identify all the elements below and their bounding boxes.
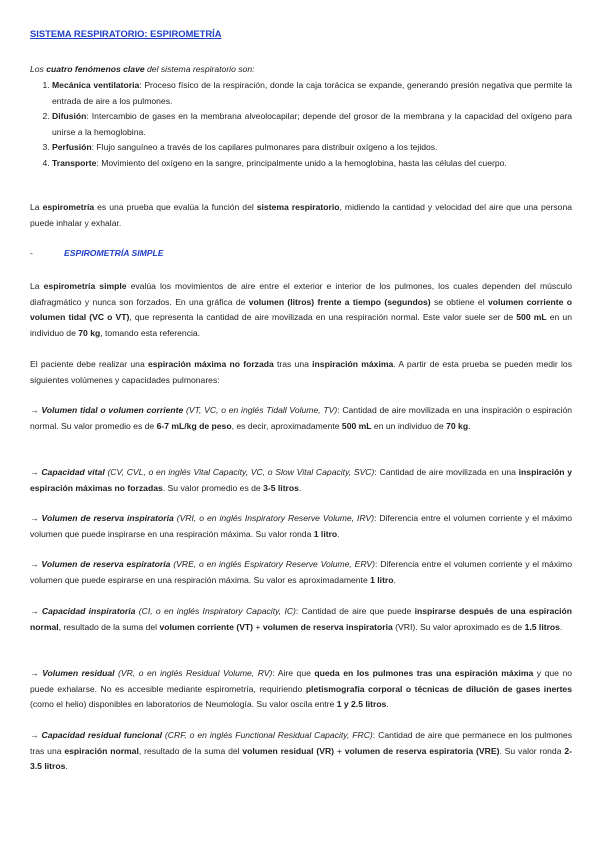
bold-text: 1.5 litros [524, 621, 560, 632]
definition-paragraph [30, 200, 572, 231]
text: + [334, 745, 345, 756]
bold-text: 500 mL [341, 420, 372, 431]
text: : Cantidad de aire que permanece en los pulmones tras una [30, 730, 573, 756]
bold-text: 3-5 litros [263, 482, 299, 493]
text: . [393, 574, 396, 585]
bold-text: espiración normal [64, 745, 139, 756]
text: . [65, 761, 68, 771]
vri-entry [30, 511, 572, 542]
text: , que representa la cantidad de aire movilizada en una respiración normal. Este valor suele ser de [129, 312, 517, 322]
text: . [337, 528, 340, 539]
text: . [559, 621, 563, 632]
bold-text: 1 y 2.5 litros [336, 699, 387, 709]
bold-text: volumen de reserva espiratoria (VRE) [344, 745, 500, 756]
entry-term: Volumen de reserva espiratoria [41, 559, 171, 569]
entry-abbr: (CRF, o en inglés Functional Residual Capacity, FRC) [162, 730, 373, 740]
item-text: : Flujo sanguíneo a través de los capilares pulmonares para distribuir oxígeno a los tejidos. [91, 142, 438, 152]
bold-text: espirometría [42, 202, 95, 212]
list-item [52, 140, 572, 156]
bold-text: inspiración y espiración máximas no forzadas [30, 467, 573, 493]
phenomena-list [30, 78, 572, 171]
text: , resultado de la suma del [138, 745, 243, 756]
bold-text: volumen (litros) frente a tiempo (segundos) [248, 296, 431, 307]
arrow-icon: → [30, 668, 43, 678]
intro-bold: cuatro fenómenos clave [46, 64, 145, 74]
section-title: ESPIROMETRÍA SIMPLE [64, 248, 164, 258]
bold-text: 500 mL [516, 312, 547, 322]
text: : Diferencia entre el volumen corriente y el máximo volumen que puede espirarse en una respiración máxima. Su valor es aproximadamente [30, 559, 572, 585]
item-text: : Proceso físico de la respiración, donde la caja torácica se expande, generando presión negativa que permite la entrada de aire a los pulmones. [52, 80, 572, 106]
text: : Aire que [272, 668, 315, 678]
text: , tomando esta referencia. [100, 327, 201, 338]
text: es una prueba que evalúa la función del [94, 202, 257, 212]
bold-text: 2-3.5 litros [30, 745, 572, 771]
arrow-icon: → [30, 405, 42, 415]
text: en un individuo de [371, 420, 447, 431]
section-heading [30, 248, 163, 258]
text: . Su valor ronda [499, 745, 565, 756]
item-term: Difusión [52, 111, 87, 121]
bold-text: volumen de reserva inspiratoria [262, 621, 393, 632]
item-term: Transporte [52, 157, 97, 168]
vital-capacity-entry [30, 465, 572, 496]
vre-entry [30, 557, 572, 588]
text: . [468, 420, 471, 431]
intro-text: del sistema respiratorio son: [144, 64, 255, 74]
bold-text: volumen corriente o volumen tidal (VC o VT) [30, 296, 572, 322]
bold-text: sistema respiratorio [256, 202, 340, 212]
simple-paragraph [30, 279, 572, 341]
page-title: SISTEMA RESPIRATORIO: ESPIROMETRÍA [30, 28, 222, 39]
text: . [386, 699, 389, 709]
bold-text: espiración máxima no forzada [147, 359, 274, 369]
item-text: : Movimiento del oxígeno en la sangre, principalmente unido a la hemoglobina, hasta las células del cuerpo. [96, 157, 507, 168]
entry-term: Capacidad residual funcional [41, 730, 162, 740]
text: (como el helio) disponibles en laboratorios de Neumología. Su valor oscila entre [30, 699, 337, 709]
bold-text: inspiración máxima [312, 359, 394, 369]
bold-text: 70 kg [446, 420, 469, 431]
bold-text: inspirarse después de una espiración normal [30, 606, 572, 632]
entry-term: Capacidad inspiratoria [41, 606, 136, 616]
intro-paragraph [30, 62, 255, 78]
text: se obtiene el [430, 296, 488, 307]
text: , midiendo la cantidad y velocidad del aire que una persona puede inhalar y exhalar. [30, 202, 572, 228]
entry-abbr: (VRE, o en inglés Espiratory Reserve Volume, ERV) [170, 559, 376, 569]
entry-term: Volumen residual [42, 668, 115, 678]
text: evalúa los movimientos de aire entre el exterior e interior de los pulmones, los cuales dependen del músculo diafragmático y nunca son forzados. En una gráfica de [30, 281, 572, 307]
bold-text: queda en los pulmones tras una espiración máxima [314, 668, 534, 678]
text: : Cantidad de aire que puede [295, 606, 415, 616]
vr-entry [30, 666, 572, 713]
bold-text: 1 litro [370, 574, 394, 585]
text: El paciente debe realizar una [30, 359, 148, 369]
list-item [52, 109, 572, 140]
text: La [30, 281, 44, 291]
text: tras una [273, 359, 313, 369]
entry-term: Capacidad vital [41, 467, 105, 477]
list-item [52, 78, 572, 109]
bold-text: 1 litro [313, 528, 338, 539]
text: . Su valor promedio es de [162, 482, 264, 493]
bold-text: 70 kg [78, 327, 101, 338]
text: , resultado de la suma del [58, 621, 160, 632]
entry-term: Volumen tidal o volumen corriente [41, 405, 184, 415]
item-term: Mecánica ventilatoria [52, 80, 140, 90]
text: y que no puede exhalarse. No es accesible mediante espirometría, requiriendo [30, 668, 573, 694]
arrow-icon: → [30, 606, 42, 616]
list-item [52, 156, 572, 172]
text: : Cantidad de aire movilizada en una [374, 467, 519, 477]
arrow-icon: → [30, 730, 42, 740]
volume-tidal-entry [30, 403, 572, 434]
text: : Cantidad de aire movilizada en una inspiración o espiración normal. Su valor promedio es de [30, 405, 573, 431]
entry-abbr: (VR, o en inglés Residual Volume, RV) [114, 668, 273, 678]
patient-paragraph [30, 357, 572, 388]
text: : Diferencia entre el volumen corriente y el máximo volumen que puede inspirarse en una respiración máxima. Su valor ronda [30, 513, 573, 539]
text: . [298, 482, 302, 493]
arrow-icon: → [30, 467, 42, 477]
item-term: Perfusión [52, 142, 92, 152]
ci-entry [30, 604, 572, 635]
entry-term: Volumen de reserva inspiratoria [41, 513, 174, 523]
text: en un individuo de [30, 312, 572, 338]
text: + [253, 621, 263, 632]
bold-text: volumen corriente (VT) [159, 621, 254, 632]
text: , es decir, aproximadamente [231, 420, 342, 431]
bold-text: pletismografía corporal o técnicas de dilución de gases inertes [305, 683, 572, 694]
bold-text: espirometría simple [43, 281, 127, 291]
item-text: : Intercambio de gases en la membrana alveolocapilar; depende del grosor de la membrana y la capacidad del oxígeno para unirse a la hemoglobina. [52, 111, 572, 137]
text: La [30, 202, 43, 212]
text: . A partir de esta prueba se pueden medir los siguientes volúmenes y capacidades pulmonares: [30, 359, 573, 385]
bold-text: 6-7 mL/kg de peso [156, 420, 232, 431]
crf-entry [30, 728, 572, 775]
arrow-icon: → [30, 559, 42, 569]
arrow-icon: → [30, 513, 42, 523]
intro-text: Los [30, 64, 47, 74]
entry-abbr: (VT, VC, o en inglés Tidall Volume, TV) [183, 405, 338, 415]
entry-abbr: (VRI, o en inglés Inspiratory Reserve Volume, IRV) [173, 513, 375, 523]
entry-abbr: (CV, CVL, o en inglés Vital Capacity, VC, o Slow Vital Capacity, SVC) [104, 467, 375, 477]
section-dash: - [30, 248, 33, 258]
bold-text: volumen residual (VR) [242, 745, 335, 756]
entry-abbr: (CI, o en inglés Inspiratory Capacity, IC) [135, 606, 296, 616]
text: (VRI). Su valor aproximado es de [392, 621, 525, 632]
